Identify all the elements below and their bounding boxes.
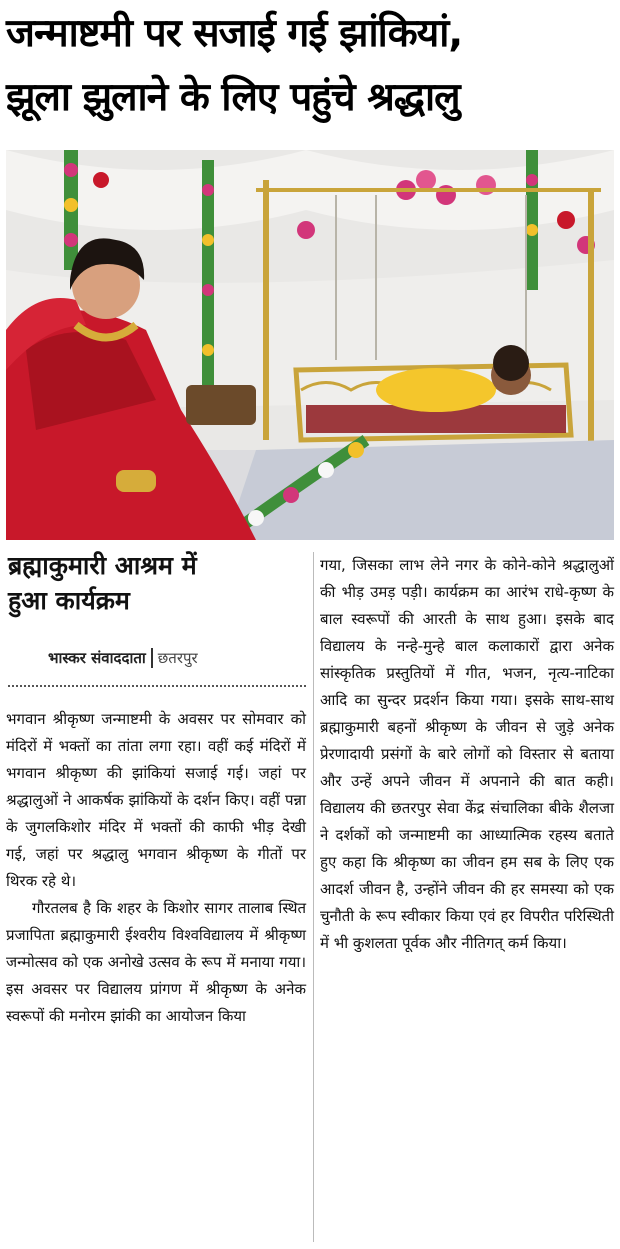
subheadline-line-2: हुआ कार्यक्रम xyxy=(8,586,130,615)
article-paragraph-2: गौरतलब है कि शहर के किशोर सागर तालाब स्थित प्रजापिता ब्रह्माकुमारी ईश्वरीय विश्वविद्यालय में श्रीकृष्ण जन्मोत्सव को एक अनोखे उत्सव के रूप में मनाया गया। इस अवसर पर विद्यालय प्रांगण में श्रीकृष्ण के अनेक स्वरूपों की मनोरम झांकी का आयोजन किया xyxy=(6,899,306,1025)
byline-separator xyxy=(151,648,153,668)
article-column-left xyxy=(6,706,306,1030)
photo-illustration xyxy=(6,150,614,540)
byline-location: छतरपुर xyxy=(157,649,198,667)
column-divider xyxy=(313,552,314,1242)
news-photo xyxy=(6,150,614,540)
byline-reporter: भास्कर संवाददाता xyxy=(48,649,146,667)
article-paragraph-1: भगवान श्रीकृष्ण जन्माष्टमी के अवसर पर सोमवार को मंदिरों में भक्तों का तांता लगा रहा। वहीं कई मंदिरों में भगवान श्रीकृष्ण की झांकियां सजाई गई। जहां पर श्रद्धालुओं ने आकर्षक झांकियों के दर्शन किए। वहीं पन्ना के जुगलकिशोर मंदिर में भक्तों की काफी भीड़ देखी गई, जहां पर श्रद्धालु भगवान श्रीकृष्ण के गीतों पर थिरक रहे थे। xyxy=(6,710,306,890)
article-column-right xyxy=(320,552,614,957)
headline xyxy=(6,2,616,130)
byline xyxy=(48,648,308,668)
dotted-divider xyxy=(8,685,306,687)
headline-line-2: झूला झुलाने के लिए पहुंचे श्रद्धालु xyxy=(6,75,460,120)
headline-line-1: जन्माष्टमी पर सजाई गई झांकियां, xyxy=(6,11,463,56)
garland-left xyxy=(64,150,78,270)
subheadline-line-1: ब्रह्माकुमारी आश्रम में xyxy=(8,551,197,580)
subheadline xyxy=(8,548,308,618)
article-paragraph-3: गया, जिसका लाभ लेने नगर के कोने-कोने श्रद्धालुओं की भीड़ उमड़ पड़ी। कार्यक्रम का आरंभ राधे-कृष्ण के बाल स्वरूपों की आरती के साथ हुआ। इसके बाद विद्यालय के नन्हे-मुन्हे बाल कलाकारों द्वारा अनेक सांस्कृतिक प्रस्तुतियों में गीत, भजन, नृत्य-नाटिका आदि का सुन्दर प्रदर्शन किया गया। इसके साथ-साथ ब्रह्माकुमारी बहनों श्रीकृष्ण के जीवन से जुड़े अनेक प्रेरणादायी प्रसंगों के बारे लोगों को विस्तार से बताया और उन्हें अपने जीवन में अपनाने की बात कही। विद्यालय की छतरपुर सेवा केंद्र संचालिका बीके शैलजा ने दर्शकों को जन्माष्टमी का आध्यात्मिक रहस्य बताते हुए कहा कि श्रीकृष्ण का जीवन हम सब के लिए एक आदर्श जीवन है, उन्होंने जीवन की हर समस्या को एक चुनौती के रूप स्वीकार किया एवं हर विपरीत परिस्थिती में भी कुशलता पूर्वक और नीतिगत् कर्म किया। xyxy=(320,556,614,952)
